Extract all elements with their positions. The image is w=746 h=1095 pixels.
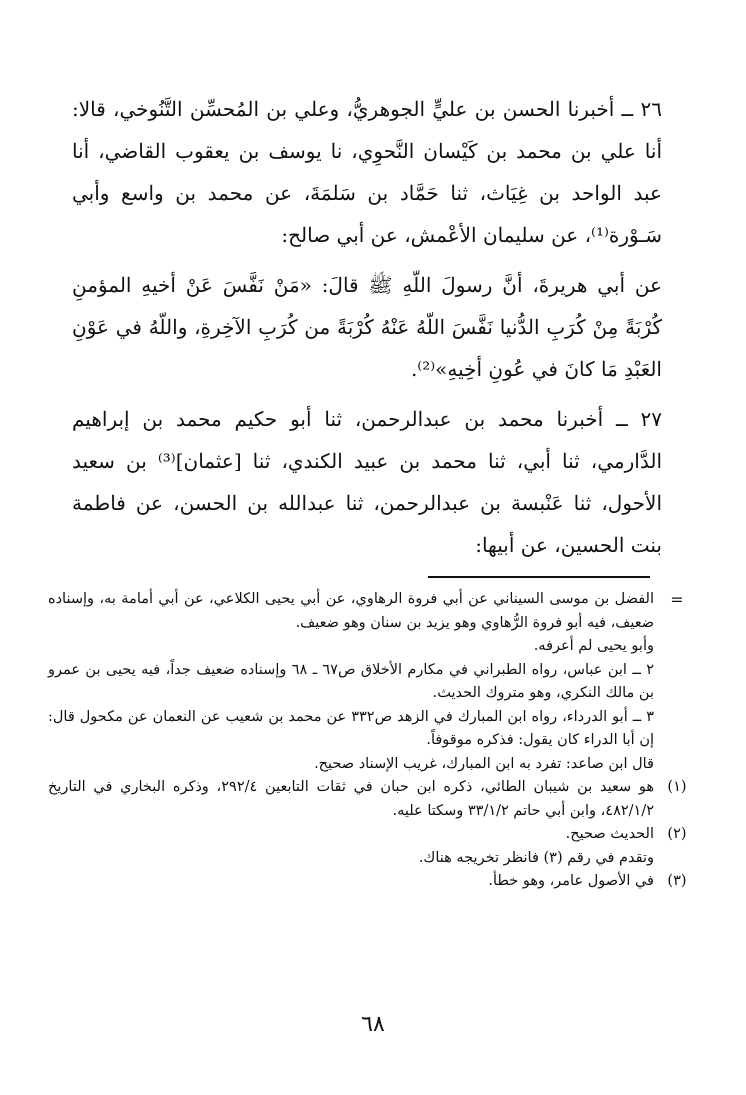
footnote-text: هو سعيد بن شيبان الطائي، ذكره ابن حبان في ثقات التابعين ٢٩٢/٤، وذكره البخاري في التاريخ ٤٨٢/١/٢، وابن أبي حاتم ٣٣/١/٢ وسكتا عليه.	[48, 779, 654, 819]
footnote-marker: (٣)	[667, 873, 687, 889]
footnote-text: وتقدم في رقم (٣) فانظر تخريجه هناك.	[418, 849, 654, 866]
footnote-line	[48, 635, 654, 659]
footnote-text: في الأصول عامر، وهو خطأ.	[488, 873, 654, 889]
page-number: ٦٨	[361, 1012, 385, 1037]
footnote-text: ٢ ــ ابن عباس، رواه الطبراني في مكارم الأخلاق ص٦٧ ـ ٦٨ وإسناده ضعيف جداً، فيه يحيى بن عمرو بن مالك النكري، وهو متروك الحديث.	[48, 661, 654, 701]
hadith-27-isnad: ٢٧ ــ أخبرنا محمد بن عبدالرحمن، ثنا أبو حكيم محمد بن إبراهيم الدَّارمي، ثنا أبي، ثنا محمد بن عبيد الكندي، ثنا [عثمان]⁽³⁾ بن سعيد الأحول، ثنا عَنْبسة بن عبدالرحمن، ثنا عبدالله بن الحسن، عن فاطمة بنت الحسين، عن أبيها:	[72, 407, 662, 557]
footnote-line	[48, 847, 654, 871]
footnote-line	[48, 588, 684, 635]
footnote-3	[48, 870, 687, 894]
hadith-26-isnad: ٢٦ ــ أخبرنا الحسن بن عليٍّ الجوهريُّ، وعلي بن المُحسِّن التَّنُوخي، قالا: أنا علي بن محمد بن كَيْسان النَّحوِي، نا يوسف بن يعقوب القاضي، أنا عبد الواحد بن غِيَاث، ثنا حَمَّاد بن سَلمَةَ، عن محمد بن واسع وأبي سَـوْرة⁽¹⁾، عن سليمان الأعْمش، عن أبي صالح:	[72, 97, 662, 247]
footnote-text: وأبو يحيى لم أعرفه.	[533, 638, 654, 654]
footnote-1	[48, 776, 687, 823]
footnote-divider	[428, 576, 650, 578]
footnote-line	[48, 753, 654, 777]
footnote-line	[48, 706, 654, 753]
footnote-text: قال ابن صاعد: تفرد به ابن المبارك، غريب الإسناد صحيح.	[314, 755, 654, 772]
footnote-text: الفضل بن موسى السيناني عن أبي فروة الرهاوي، عن أبي يحيى الكلاعي، عن أبي أمامة به، وإسناده ضعيف، فيه أبو فروة الرُّهاوي وهو يزيد بن سنان وهو ضعيف.	[48, 591, 654, 631]
footnote-2	[48, 823, 687, 847]
footnote-text: ٣ ــ أبو الدرداء، رواه ابن المبارك في الزهد ص٣٣٢ عن محمد بن شعيب عن النعمان عن مكحول قال: إن أبا الدراء كان يقول: فذكره موقوفاً.	[48, 708, 655, 748]
continuation-marker: =	[670, 590, 684, 609]
main-text	[72, 88, 662, 566]
footnote-text: الحديث صحيح.	[565, 826, 654, 842]
footnote-marker: (١)	[667, 779, 687, 795]
hadith-26-matn: عن أبي هريرةَ، أنَّ رسولَ اللّهِ ﷺ قالَ: «مَنْ نَفَّسَ عَنْ أخيهِ المؤمنِ كُرْبَةً مِنْ كُرَبِ الدُّنيا نَفَّسَ اللّهُ عَنْهُ كُرْبَةً من كُرَبِ الآخِرةِ، واللّهُ في عَوْنِ العَبْدِ مَا كانَ في عُونِ أخِيهِ»⁽²⁾.	[72, 273, 662, 381]
footnote-line	[48, 659, 654, 706]
footnotes	[48, 588, 687, 894]
footnote-marker: (٢)	[667, 826, 687, 842]
